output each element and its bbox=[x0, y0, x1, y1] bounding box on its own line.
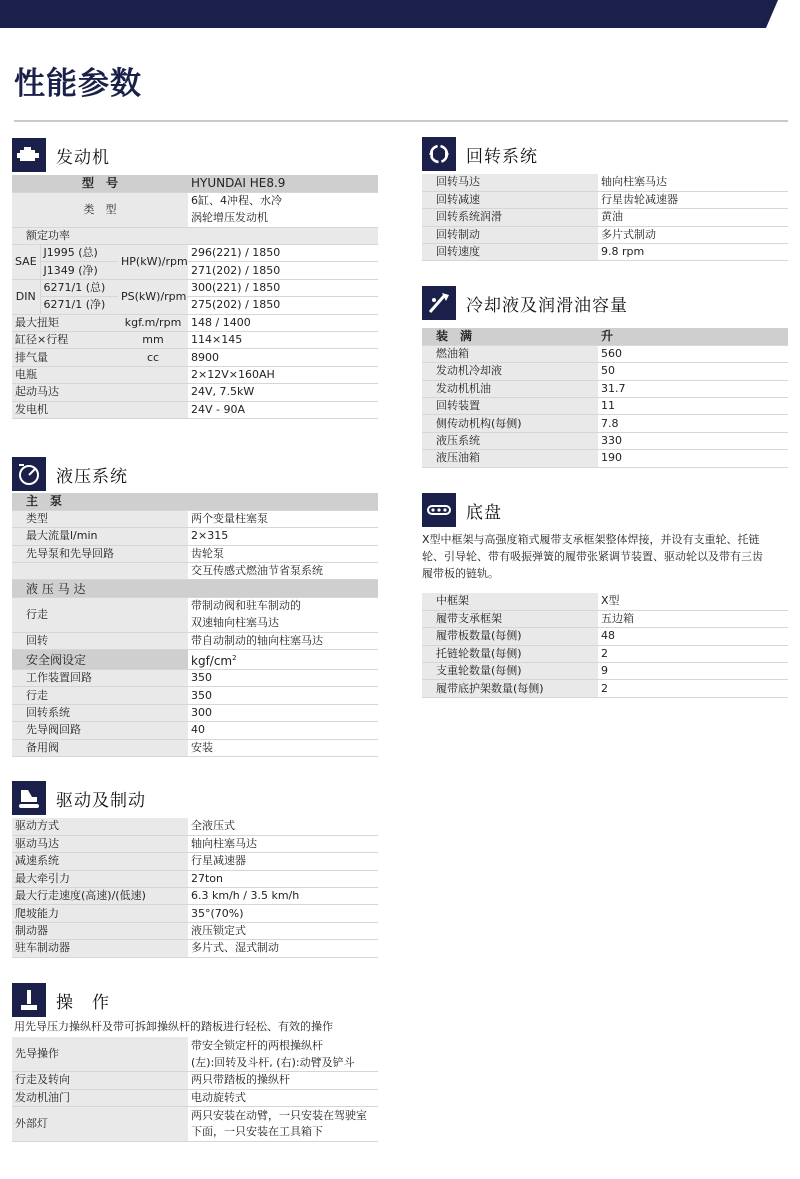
type-value-1: 6缸、4冲程、水冷 bbox=[191, 194, 283, 208]
engine-icon bbox=[12, 138, 46, 172]
sae-label: SAE bbox=[12, 245, 40, 280]
type-label: 类 型 bbox=[12, 192, 188, 227]
reduction-label: 减速系统 bbox=[12, 853, 188, 870]
work-light-value-2: 下面，一只安装在工具箱下 bbox=[188, 1124, 378, 1141]
bore-stroke-label: 缸径×行程 bbox=[12, 332, 118, 349]
displacement-unit: cc bbox=[118, 349, 188, 366]
din-net: 6271/1 (净) bbox=[40, 297, 118, 314]
swing-reduction-label: 回转减速 bbox=[422, 191, 598, 208]
torque-unit: kgf.m/rpm bbox=[118, 314, 188, 331]
fuel-tank-value: 560 bbox=[598, 345, 788, 362]
relief-swing-value: 300 bbox=[188, 704, 378, 721]
sae-unit: HP(kW)/rpm bbox=[118, 245, 188, 280]
travel-motor-label: 行走 bbox=[12, 597, 188, 632]
track-guards-label: 履带底护架数量(每侧) bbox=[422, 680, 598, 697]
bore-stroke-unit: mm bbox=[118, 332, 188, 349]
relief-pilot-label: 先导阀回路 bbox=[12, 722, 188, 739]
engine-table bbox=[12, 175, 378, 419]
title-divider bbox=[14, 120, 788, 122]
relief-work-value: 350 bbox=[188, 670, 378, 687]
battery-value: 2×12V×160AH bbox=[188, 366, 378, 383]
joystick-icon bbox=[12, 983, 46, 1017]
coolant-label: 发动机冷却液 bbox=[422, 363, 598, 380]
hydraulic-title: 液压系统 bbox=[56, 466, 128, 487]
swing-reduction-value: 行星齿轮减速器 bbox=[598, 191, 788, 208]
rated-power-label: 额定功率 bbox=[12, 227, 378, 244]
torque-label: 最大扭矩 bbox=[12, 314, 118, 331]
center-frame-value: X型 bbox=[598, 593, 788, 610]
din-unit: PS(kW)/rpm bbox=[118, 279, 188, 314]
travel-motor-value-1: 带制动阀和驻车制动的 bbox=[191, 599, 301, 613]
sae-gross: J1995 (总) bbox=[40, 245, 118, 262]
swing-speed-value: 9.8 rpm bbox=[598, 244, 788, 261]
hydraulic-tank-label: 液压油箱 bbox=[422, 450, 598, 467]
swing-device-value: 11 bbox=[598, 398, 788, 415]
final-drive-label: 侧传动机构(每侧) bbox=[422, 415, 598, 432]
track-rollers-value: 9 bbox=[598, 663, 788, 680]
fuel-tank-label: 燃油箱 bbox=[422, 345, 598, 362]
hydraulic-tank-value: 190 bbox=[598, 450, 788, 467]
pump-flow-label: 最大流量l/min bbox=[12, 528, 188, 545]
capacity-section-header bbox=[422, 286, 628, 320]
pilot-pump-value: 齿轮泵 bbox=[188, 545, 378, 562]
din-gross-value: 300(221) / 1850 bbox=[188, 279, 378, 296]
traction-label: 最大牵引力 bbox=[12, 870, 188, 887]
undercarriage-section-header bbox=[422, 493, 502, 527]
swing-motor-label: 回转 bbox=[12, 632, 188, 649]
relief-work-label: 工作装置回路 bbox=[12, 670, 188, 687]
undercarriage-title: 底盘 bbox=[466, 502, 502, 523]
final-drive-value: 7.8 bbox=[598, 415, 788, 432]
work-light-label: 外部灯 bbox=[12, 1107, 188, 1142]
relief-pilot-value: 40 bbox=[188, 722, 378, 739]
spare-valve-value: 安装 bbox=[188, 739, 378, 756]
hydraulic-system-value: 330 bbox=[598, 432, 788, 449]
type-value-2: 涡轮增压发动机 bbox=[188, 210, 378, 227]
relief-swing-label: 回转系统 bbox=[12, 704, 188, 721]
track-guards-value: 2 bbox=[598, 680, 788, 697]
motor-header: 液 压 马 达 bbox=[12, 580, 378, 597]
swing-motor-value: 带自动制动的轴向柱塞马达 bbox=[188, 632, 378, 649]
swing-table bbox=[422, 174, 788, 261]
hydraulic-system-label: 液压系统 bbox=[422, 432, 598, 449]
main-pump-header: 主 泵 bbox=[12, 493, 378, 510]
throttle-label: 发动机油门 bbox=[12, 1089, 188, 1106]
pump-extra-label bbox=[12, 563, 188, 580]
center-frame-label: 中框架 bbox=[422, 593, 598, 610]
swing-brake-value: 多片式制动 bbox=[598, 226, 788, 243]
travel-motor-value-2: 双速轴向柱塞马达 bbox=[188, 615, 378, 632]
reduction-value: 行星减速器 bbox=[188, 853, 378, 870]
capacity-table bbox=[422, 328, 788, 468]
engine-oil-label: 发动机机油 bbox=[422, 380, 598, 397]
hydraulic-table bbox=[12, 493, 378, 757]
drive-table bbox=[12, 818, 378, 958]
capacity-title: 冷却液及润滑油容量 bbox=[466, 295, 628, 316]
relief-unit: kgf/$cm^2$ bbox=[188, 650, 378, 670]
coolant-value: 50 bbox=[598, 363, 788, 380]
swing-section-header bbox=[422, 137, 538, 171]
track-icon bbox=[422, 493, 456, 527]
alternator-label: 发电机 bbox=[12, 401, 188, 418]
drive-title: 驱动及制动 bbox=[56, 790, 146, 811]
traction-value: 27ton bbox=[188, 870, 378, 887]
swing-speed-label: 回转速度 bbox=[422, 244, 598, 261]
pilot-pump-label: 先导泵和先导回路 bbox=[12, 545, 188, 562]
displacement-value: 8900 bbox=[188, 349, 378, 366]
operation-table bbox=[12, 1037, 378, 1142]
displacement-label: 排气量 bbox=[12, 349, 118, 366]
brake-value: 液压锁定式 bbox=[188, 922, 378, 939]
sae-gross-value: 296(221) / 1850 bbox=[188, 245, 378, 262]
gradeability-label: 爬坡能力 bbox=[12, 905, 188, 922]
operation-section-header bbox=[12, 983, 110, 1017]
din-label: DIN bbox=[12, 279, 40, 314]
swing-brake-label: 回转制动 bbox=[422, 226, 598, 243]
bore-stroke-value: 114×145 bbox=[188, 332, 378, 349]
sae-net: J1349 (净) bbox=[40, 262, 118, 279]
alternator-value: 24V - 90A bbox=[188, 401, 378, 418]
swing-motor-value: 轴向柱塞马达 bbox=[598, 174, 788, 191]
engine-section-header bbox=[12, 138, 110, 172]
track-frame-value: 五边箱 bbox=[598, 610, 788, 627]
operation-title: 操 作 bbox=[56, 992, 110, 1013]
drive-method-value: 全液压式 bbox=[188, 818, 378, 835]
din-gross: 6271/1 (总) bbox=[40, 279, 118, 296]
fill-header-unit: 升 bbox=[598, 328, 788, 345]
travel-steer-label: 行走及转向 bbox=[12, 1072, 188, 1089]
battery-label: 电瓶 bbox=[12, 366, 188, 383]
pilot-control-value-1: 带安全锁定杆的两根操纵杆 bbox=[191, 1038, 323, 1052]
travel-speed-value: 6.3 km/h / 3.5 km/h bbox=[188, 888, 378, 905]
pilot-control-label: 先导操作 bbox=[12, 1037, 188, 1072]
pump-type-value: 两个变量柱塞泵 bbox=[188, 510, 378, 527]
engine-oil-value: 31.7 bbox=[598, 380, 788, 397]
work-light-value-1: 两只安装在动臂，一只安装在驾驶室 bbox=[191, 1108, 367, 1122]
relief-header: 安全阀设定 bbox=[12, 650, 188, 670]
fill-header-label: 装 满 bbox=[422, 328, 598, 345]
track-shoes-value: 48 bbox=[598, 628, 788, 645]
drive-motor-value: 轴向柱塞马达 bbox=[188, 835, 378, 852]
track-rollers-label: 支重轮数量(每侧) bbox=[422, 663, 598, 680]
sae-net-value: 271(202) / 1850 bbox=[188, 262, 378, 279]
throttle-value: 电动旋转式 bbox=[188, 1089, 378, 1106]
hydraulic-gauge-icon bbox=[12, 457, 46, 491]
pump-extra-value: 交互传感式燃油节省泵系统 bbox=[188, 563, 378, 580]
swing-device-label: 回转装置 bbox=[422, 398, 598, 415]
fluid-icon bbox=[422, 286, 456, 320]
drive-section-header bbox=[12, 781, 146, 815]
torque-value: 148 / 1400 bbox=[188, 314, 378, 331]
starter-label: 起动马达 bbox=[12, 384, 188, 401]
crawler-icon bbox=[12, 781, 46, 815]
page-title: 性能参数 bbox=[14, 66, 142, 102]
track-frame-label: 履带支承框架 bbox=[422, 610, 598, 627]
relief-travel-value: 350 bbox=[188, 687, 378, 704]
model-value: HYUNDAI HE8.9 bbox=[188, 175, 378, 192]
swing-motor-label: 回转马达 bbox=[422, 174, 598, 191]
drive-motor-label: 驱动马达 bbox=[12, 835, 188, 852]
spare-valve-label: 备用阀 bbox=[12, 739, 188, 756]
pump-flow-value: 2×315 bbox=[188, 528, 378, 545]
gradeability-value: 35°(70%) bbox=[188, 905, 378, 922]
pump-type-label: 类型 bbox=[12, 510, 188, 527]
relief-travel-label: 行走 bbox=[12, 687, 188, 704]
din-net-value: 275(202) / 1850 bbox=[188, 297, 378, 314]
parking-brake-label: 驻车制动器 bbox=[12, 940, 188, 957]
swing-lube-label: 回转系统润滑 bbox=[422, 209, 598, 226]
travel-steer-value: 两只带踏板的操纵杆 bbox=[188, 1072, 378, 1089]
track-shoes-label: 履带板数量(每侧) bbox=[422, 628, 598, 645]
engine-title: 发动机 bbox=[56, 147, 110, 168]
pilot-control-value-2: (左):回转及斗杆, (右):动臂及铲斗 bbox=[188, 1054, 378, 1071]
drive-method-label: 驱动方式 bbox=[12, 818, 188, 835]
undercarriage-table bbox=[422, 593, 788, 698]
rotation-icon bbox=[422, 137, 456, 171]
starter-value: 24V, 7.5kW bbox=[188, 384, 378, 401]
top-banner bbox=[0, 0, 800, 28]
brake-label: 制动器 bbox=[12, 922, 188, 939]
carrier-rollers-label: 托链轮数量(每侧) bbox=[422, 645, 598, 662]
hydraulic-section-header bbox=[12, 457, 128, 491]
parking-brake-value: 多片式、湿式制动 bbox=[188, 940, 378, 957]
swing-lube-value: 黄油 bbox=[598, 209, 788, 226]
swing-title: 回转系统 bbox=[466, 146, 538, 167]
carrier-rollers-value: 2 bbox=[598, 645, 788, 662]
travel-speed-label: 最大行走速度(高速)/(低速) bbox=[12, 888, 188, 905]
operation-intro: 用先导压力操纵杆及带可拆卸操纵杆的踏板进行轻松、有效的操作 bbox=[14, 1020, 333, 1033]
undercarriage-description: X型中框架与高强度箱式履带支承框架整体焊接，并设有支重轮、托链 轮、引导轮、带有吸振弹簧的履带张紧调节装置、驱动轮以及带有三齿 履带板的链轨。 bbox=[422, 533, 763, 580]
model-label: 型 号 bbox=[12, 175, 188, 192]
